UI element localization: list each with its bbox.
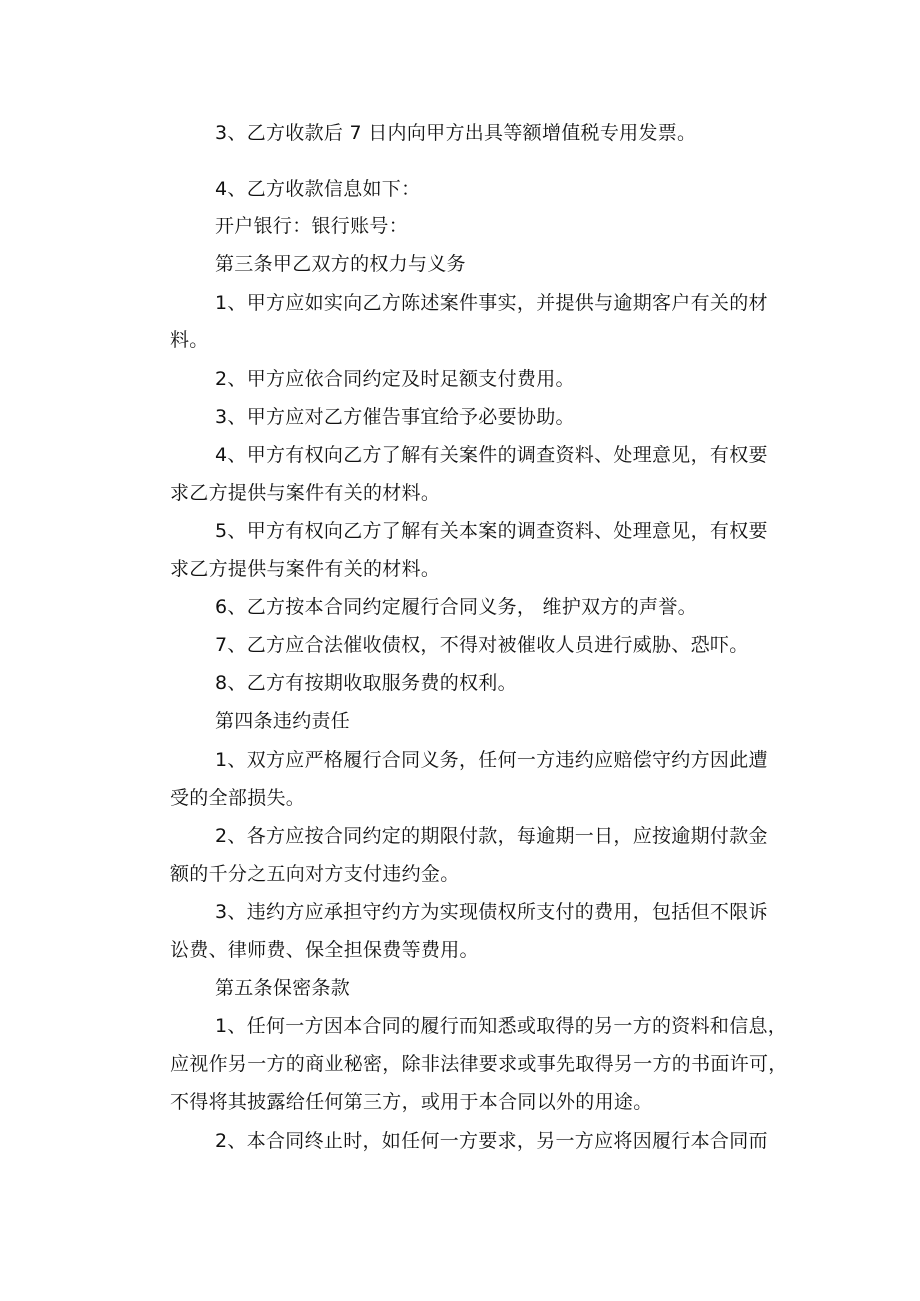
text-line: 求乙方提供与案件有关的材料。 — [170, 558, 441, 580]
text-line: 4、乙方收款信息如下： — [215, 178, 421, 200]
text-line: 5、甲方有权向乙方了解有关本案的调查资料、处理意见，有权要 — [215, 520, 768, 542]
text-line: 6、乙方按本合同约定履行合同义务， 维护双方的声誉。 — [215, 596, 697, 618]
text-line: 额的千分之五向对方支付违约金。 — [170, 863, 460, 885]
section-heading: 第四条违约责任 — [215, 710, 351, 732]
text-line: 不得将其披露给任何第三方，或用于本合同以外的用途。 — [170, 1091, 653, 1113]
text-line: 受的全部损失。 — [170, 787, 306, 809]
text-line: 3、甲方应对乙方催告事宜给予必要协助。 — [215, 406, 575, 428]
text-line: 3、违约方应承担守约方为实现债权所支付的费用，包括但不限诉 — [215, 901, 768, 923]
text-line: 应视作另一方的商业秘密，除非法律要求或事先取得另一方的书面许可， — [170, 1053, 788, 1075]
text-line: 8、乙方有按期收取服务费的权利。 — [215, 672, 517, 694]
text-line: 2、甲方应依合同约定及时足额支付费用。 — [215, 368, 575, 390]
text-line: 1、双方应严格履行合同义务，任何一方违约应赔偿守约方因此遭 — [215, 749, 768, 771]
text-line: 2、各方应按合同约定的期限付款，每逾期一日，应按逾期付款金 — [215, 825, 768, 847]
text-line: 开户银行：银行账号： — [215, 215, 409, 237]
section-heading: 第三条甲乙双方的权力与义务 — [215, 253, 466, 275]
text-line: 4、甲方有权向乙方了解有关案件的调查资料、处理意见，有权要 — [215, 444, 768, 466]
text-line: 讼费、律师费、保全担保费等费用。 — [170, 939, 479, 961]
text-line: 7、乙方应合法催收债权，不得对被催收人员进行威胁、恐吓。 — [215, 634, 749, 656]
text-line: 料。 — [170, 329, 209, 351]
text-line: 求乙方提供与案件有关的材料。 — [170, 482, 441, 504]
text-line: 2、本合同终止时，如任何一方要求，另一方应将因履行本合同而 — [215, 1130, 768, 1152]
text-line: 3、乙方收款后 7 日内向甲方出具等额增值税专用发票。 — [215, 122, 697, 144]
text-line: 1、甲方应如实向乙方陈述案件事实，并提供与逾期客户有关的材 — [215, 292, 768, 314]
text-line: 1、任何一方因本合同的履行而知悉或取得的另一方的资料和信息， — [215, 1015, 788, 1037]
section-heading: 第五条保密条款 — [215, 977, 351, 999]
